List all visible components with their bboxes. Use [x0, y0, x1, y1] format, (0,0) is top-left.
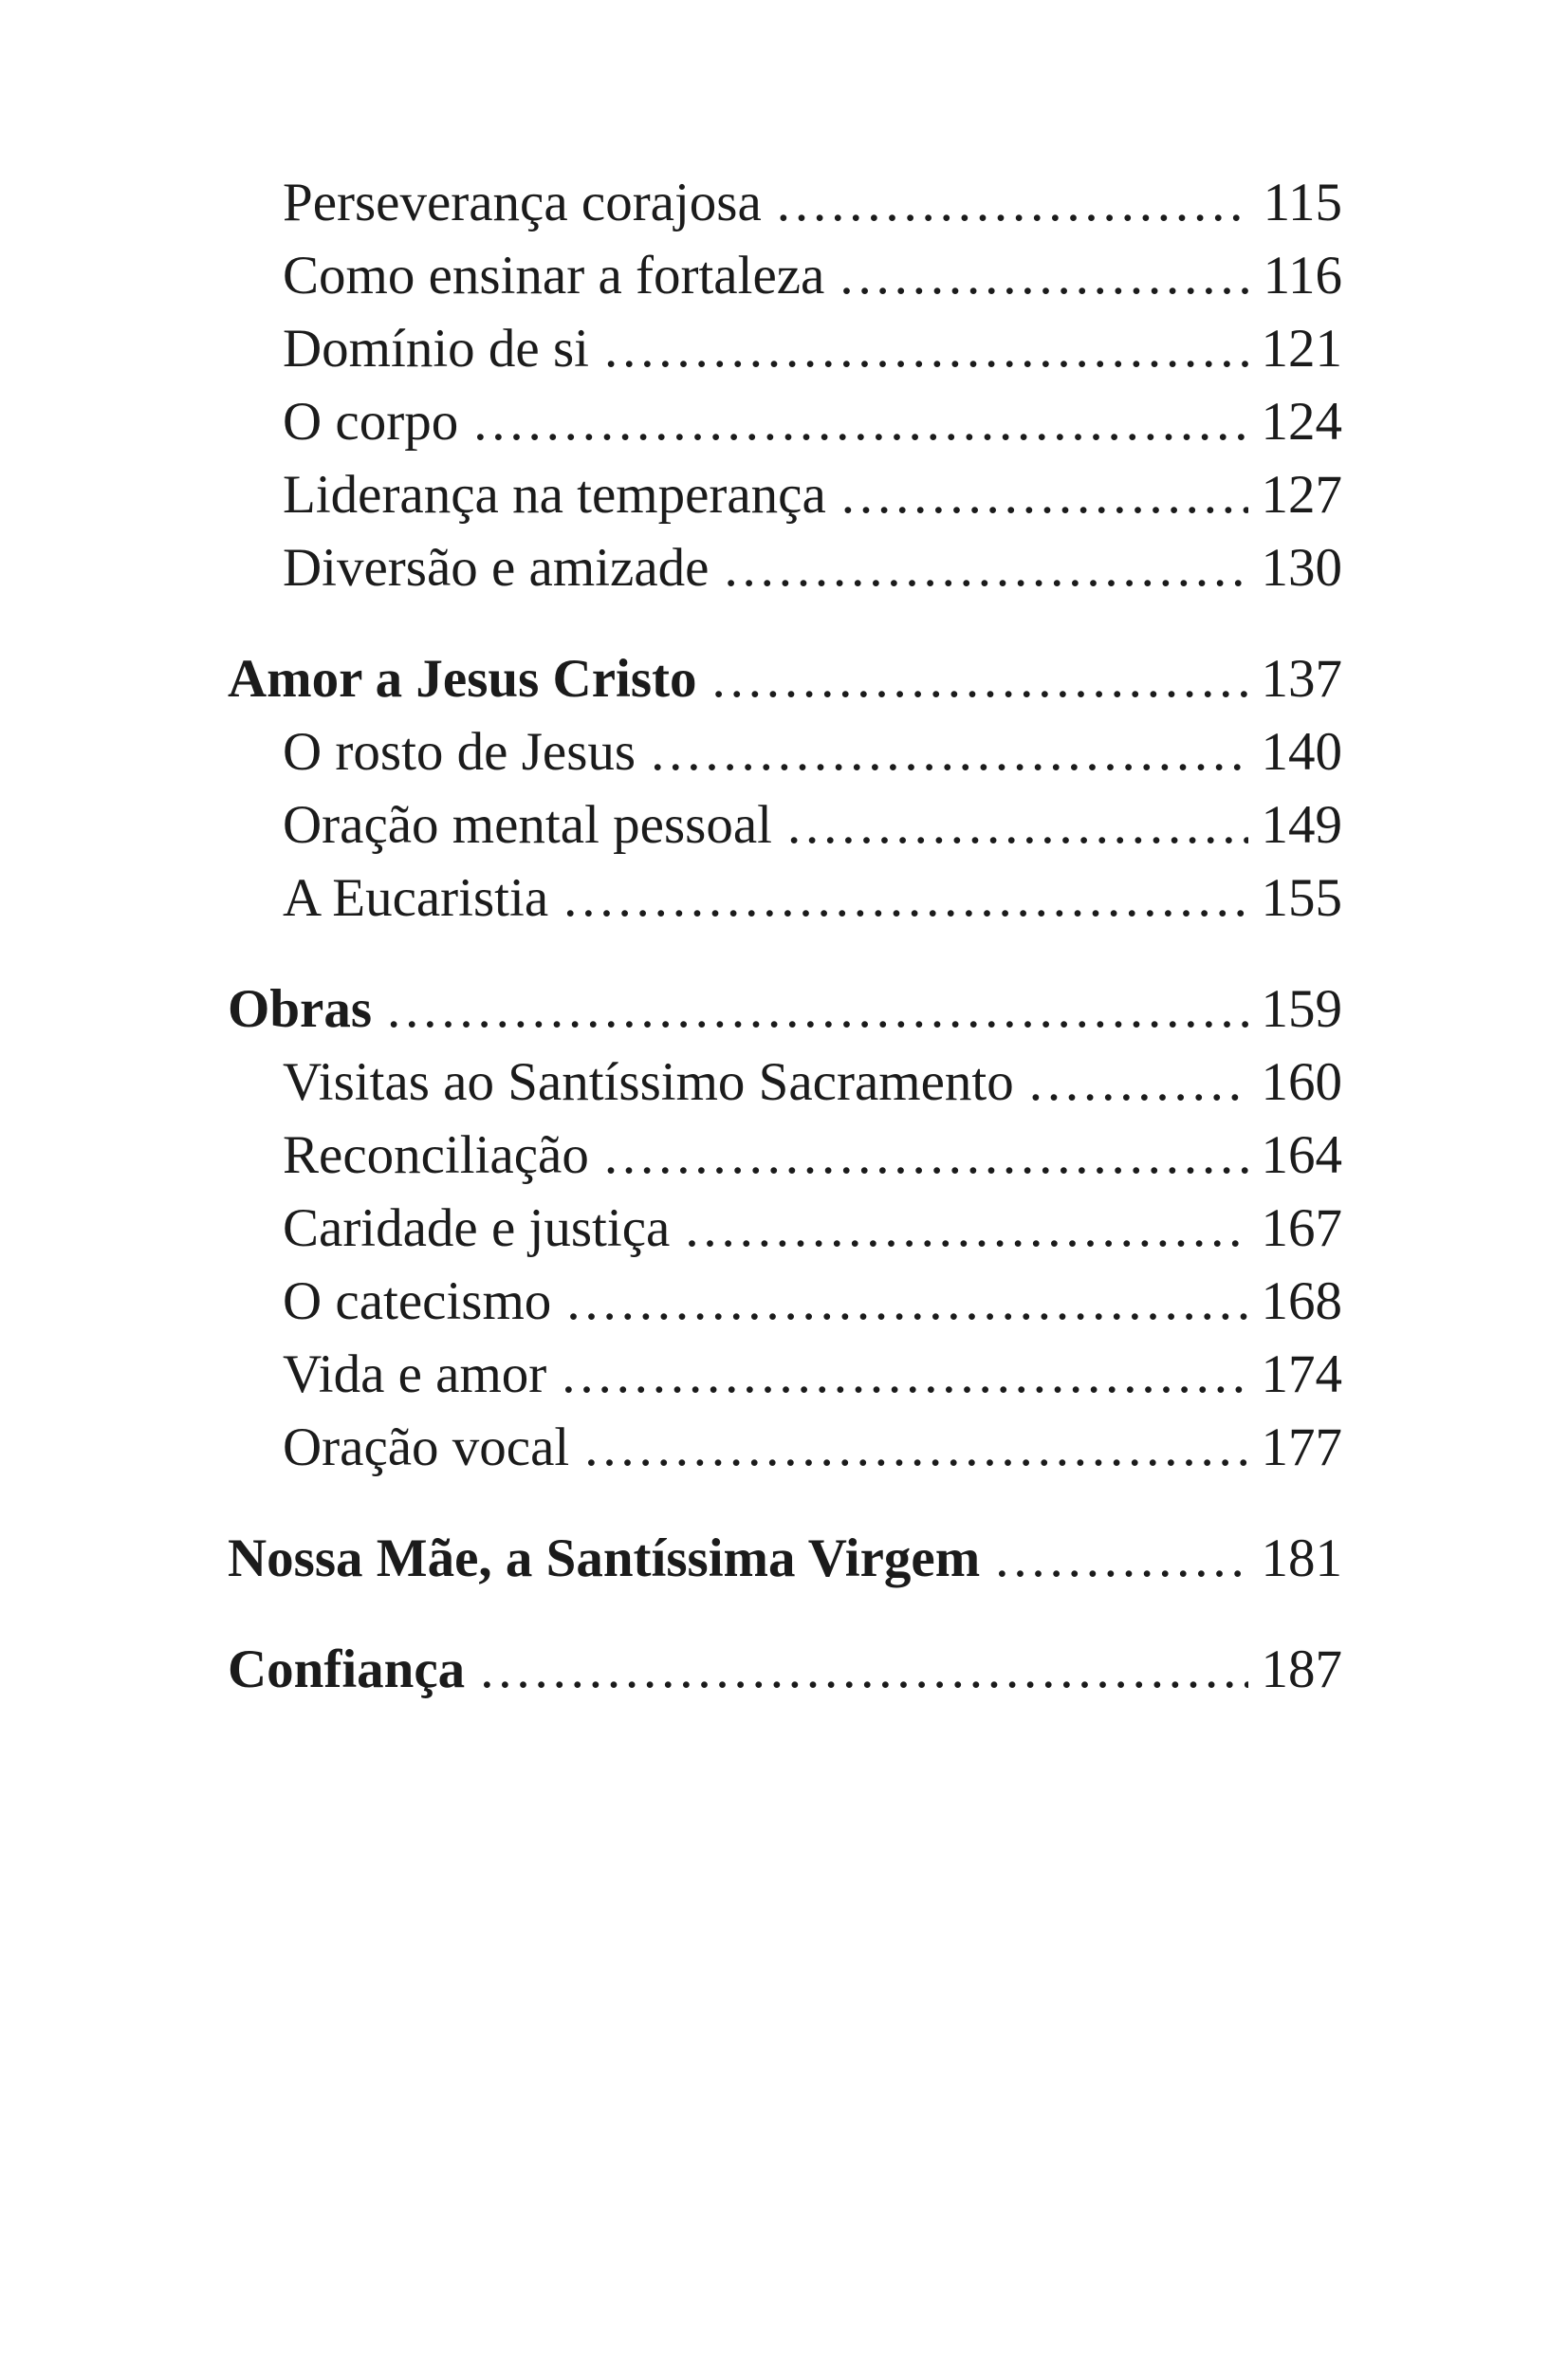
- dot-leader: [473, 385, 1247, 458]
- toc-entry: [228, 1265, 1342, 1338]
- dot-leader: [839, 239, 1249, 312]
- toc-section: [228, 973, 1342, 1484]
- toc-entry: [228, 788, 1342, 862]
- dot-leader: [841, 458, 1248, 531]
- toc-entry-page: 140: [1261, 722, 1342, 782]
- toc-entry-label: Vida e amor: [283, 1344, 547, 1404]
- toc-section: [228, 166, 1342, 604]
- toc-entry-page: 174: [1261, 1344, 1342, 1404]
- dot-leader: [604, 312, 1248, 385]
- dot-leader: [604, 1119, 1248, 1192]
- dot-leader: [387, 973, 1247, 1046]
- toc-section-header: [228, 642, 1342, 715]
- toc-entry-label: Oração mental pessoal: [283, 795, 772, 855]
- toc-entry-page: 121: [1261, 319, 1342, 379]
- toc-entry-label: O corpo: [283, 392, 459, 452]
- toc-entry-page: 164: [1261, 1125, 1342, 1185]
- toc-entry: [228, 1192, 1342, 1265]
- toc-entry-label: Reconciliação: [283, 1125, 589, 1185]
- toc-section: [228, 1522, 1342, 1595]
- toc-entry: [228, 1046, 1342, 1119]
- toc-entry-label: Domínio de si: [283, 319, 589, 379]
- toc-section: [228, 642, 1342, 935]
- toc-entry: [228, 385, 1342, 458]
- toc-entry-label: Perseverança corajosa: [283, 173, 762, 232]
- toc-entry: [228, 531, 1342, 604]
- toc-entry-page: 130: [1261, 538, 1342, 598]
- toc-entry: [228, 1411, 1342, 1484]
- toc-section-header-label: Amor a Jesus Cristo: [228, 649, 697, 709]
- toc-entry-label: Liderança na temperança: [283, 465, 826, 525]
- dot-leader: [563, 862, 1247, 935]
- toc-section-header-label: Confiança: [228, 1640, 466, 1699]
- toc-entry-label: O rosto de Jesus: [283, 722, 636, 782]
- toc-section-header-page: 159: [1261, 979, 1342, 1039]
- toc-section-header: [228, 1522, 1342, 1595]
- toc-section-header-page: 187: [1261, 1640, 1342, 1699]
- toc-section-header-label: Obras: [228, 979, 373, 1039]
- toc-entry-page: 177: [1261, 1417, 1342, 1477]
- toc-entry-label: Caridade e justiça: [283, 1198, 671, 1258]
- toc-entry-label: Diversão e amizade: [283, 538, 710, 598]
- toc-entry-page: 167: [1261, 1198, 1342, 1258]
- toc-entry: [228, 862, 1342, 935]
- toc-entry: [228, 239, 1342, 312]
- dot-leader: [685, 1192, 1247, 1265]
- toc-entry-label: Oração vocal: [283, 1417, 570, 1477]
- dot-leader: [562, 1338, 1247, 1411]
- dot-leader: [1029, 1046, 1248, 1119]
- toc-section: [228, 1633, 1342, 1706]
- dot-leader: [712, 642, 1248, 715]
- toc-section-header: [228, 1633, 1342, 1706]
- toc-entry-label: O catecismo: [283, 1271, 552, 1331]
- toc-entry-page: 168: [1261, 1271, 1342, 1331]
- toc-entry-page: 115: [1263, 173, 1342, 232]
- toc-entry-label: Como ensinar a fortaleza: [283, 246, 825, 306]
- dot-leader: [584, 1411, 1247, 1484]
- toc-entry: [228, 1338, 1342, 1411]
- toc-section-header-page: 137: [1261, 649, 1342, 709]
- toc-section-header-label: Nossa Mãe, a Santíssima Virgem: [228, 1529, 981, 1588]
- toc-entry-page: 124: [1261, 392, 1342, 452]
- toc-section-header: [228, 973, 1342, 1046]
- toc-entry: [228, 715, 1342, 788]
- toc-entry-page: 127: [1261, 465, 1342, 525]
- toc-entry-page: 155: [1261, 868, 1342, 928]
- dot-leader: [777, 166, 1250, 239]
- toc-section-header-page: 181: [1261, 1529, 1342, 1588]
- toc-entry-label: A Eucaristia: [283, 868, 549, 928]
- toc-entry: [228, 458, 1342, 531]
- dot-leader: [995, 1522, 1247, 1595]
- toc-entry-page: 116: [1263, 246, 1342, 306]
- dot-leader: [480, 1633, 1247, 1706]
- dot-leader: [787, 788, 1248, 862]
- dot-leader: [566, 1265, 1247, 1338]
- dot-leader: [724, 531, 1247, 604]
- toc-entry-page: 160: [1261, 1052, 1342, 1112]
- toc-entry: [228, 166, 1342, 239]
- toc-entry: [228, 312, 1342, 385]
- toc-entry-label: Visitas ao Santíssimo Sacramento: [283, 1052, 1014, 1112]
- toc-entry: [228, 1119, 1342, 1192]
- toc-entry-page: 149: [1261, 795, 1342, 855]
- dot-leader: [651, 715, 1247, 788]
